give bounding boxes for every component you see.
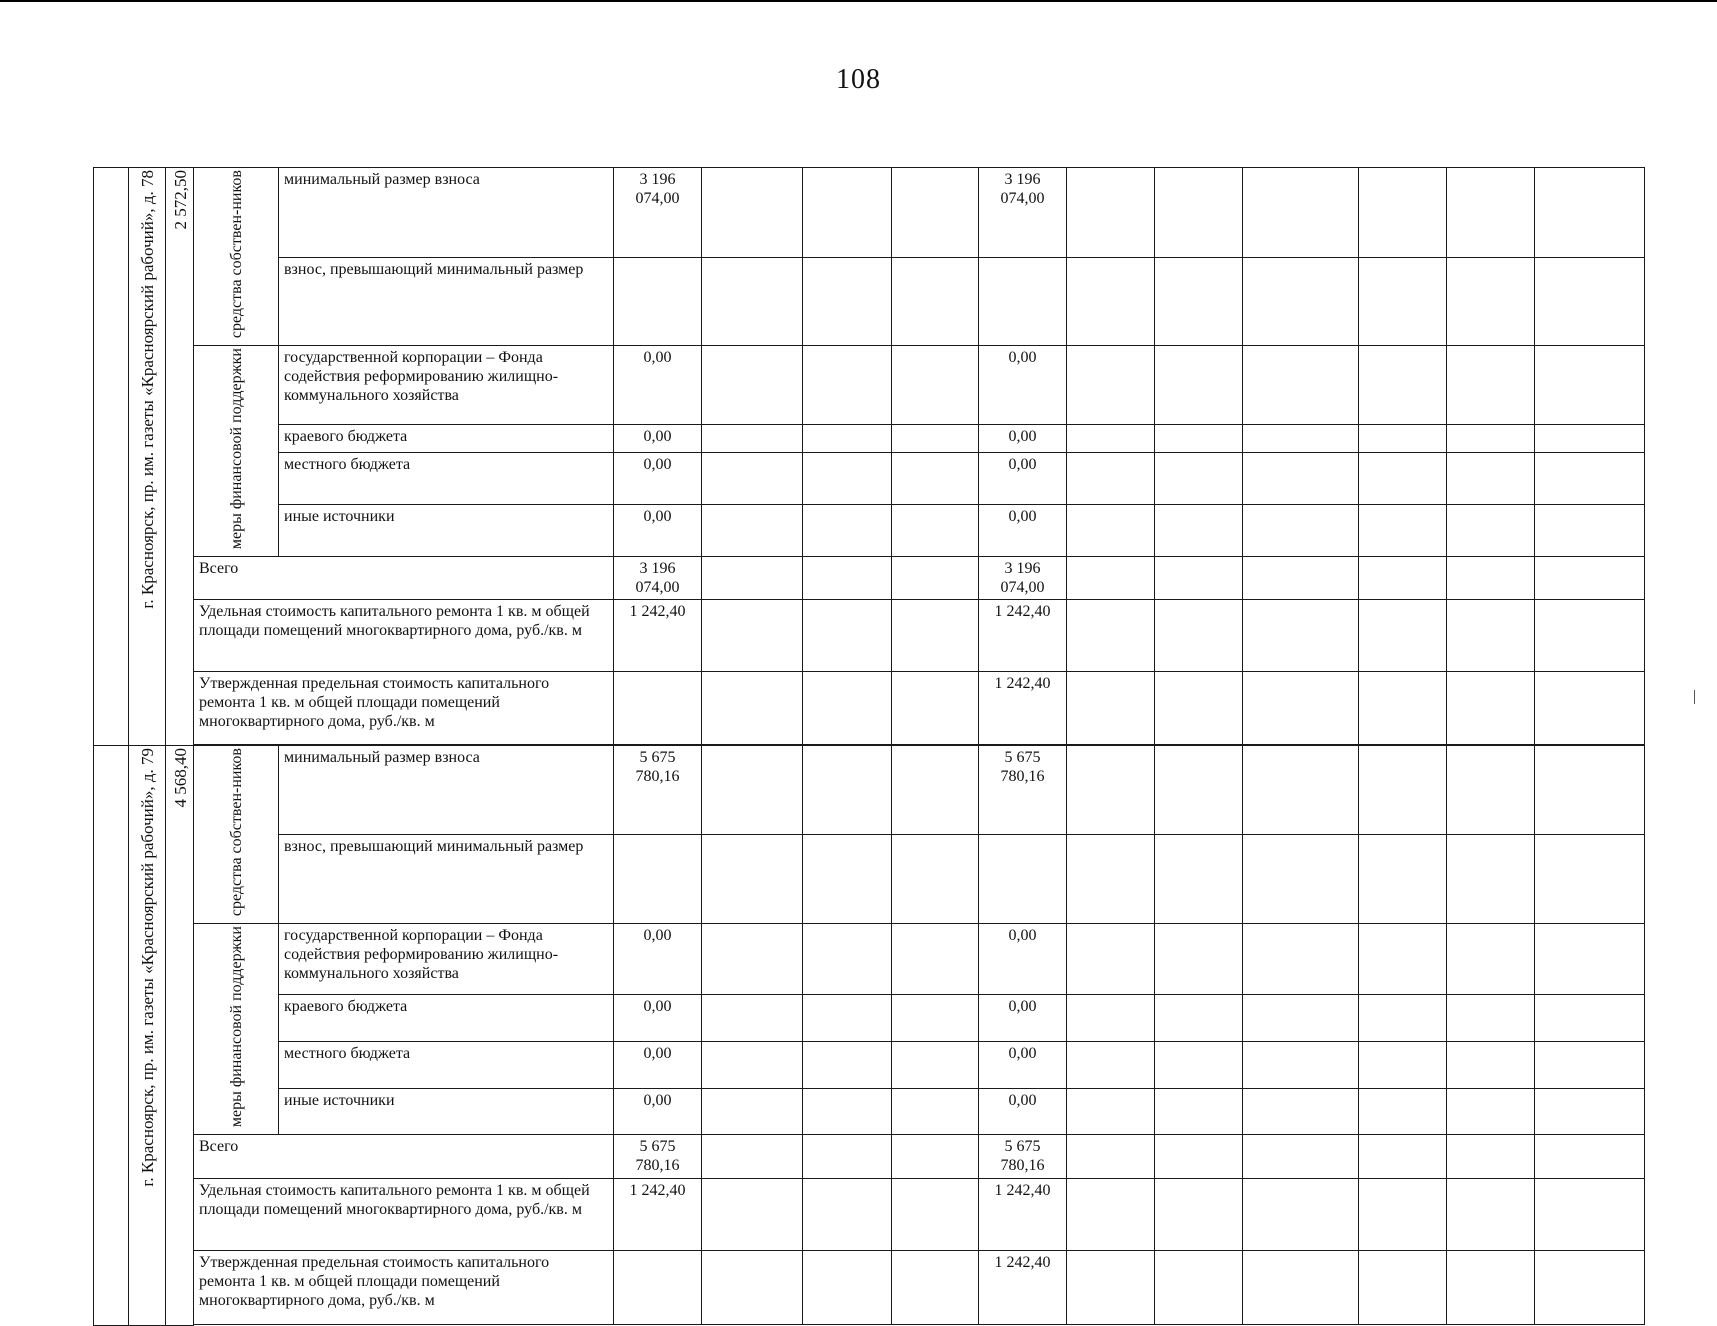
empty-cell — [803, 1088, 892, 1135]
empty-cell — [1067, 746, 1155, 835]
empty-cell — [1359, 672, 1447, 745]
empty-cell — [892, 346, 979, 425]
empty-cell — [1447, 346, 1535, 425]
empty-cell — [1535, 1088, 1645, 1135]
empty-cell — [614, 1251, 702, 1325]
empty-cell — [892, 1179, 979, 1251]
value-cell: 1 242,40 — [979, 600, 1067, 672]
empty-cell — [1155, 1135, 1243, 1179]
empty-cell — [892, 995, 979, 1042]
empty-cell — [1359, 258, 1447, 346]
house-area-cell — [166, 746, 194, 1326]
empty-cell — [1535, 600, 1645, 672]
empty-cell — [1067, 346, 1155, 425]
table-row — [94, 1251, 1645, 1325]
value-cell: 0,00 — [614, 346, 702, 425]
empty-cell — [803, 453, 892, 505]
value-cell: 1 242,40 — [979, 672, 1067, 745]
empty-cell — [803, 995, 892, 1042]
capital-repair-cost-table — [93, 167, 1645, 1326]
row-label: местного бюджета — [279, 453, 614, 505]
empty-cell — [1447, 1042, 1535, 1089]
empty-cell — [1155, 505, 1243, 557]
empty-cell — [1067, 924, 1155, 995]
empty-cell — [1535, 425, 1645, 453]
empty-cell — [1359, 425, 1447, 453]
empty-cell — [702, 1179, 803, 1251]
empty-cell — [1155, 557, 1243, 600]
table-row — [94, 924, 1645, 995]
row-label: Всего — [194, 1135, 614, 1179]
empty-cell — [1359, 1251, 1447, 1325]
empty-cell — [1535, 995, 1645, 1042]
empty-cell — [1535, 346, 1645, 425]
empty-cell — [1155, 924, 1243, 995]
table-row — [94, 835, 1645, 924]
empty-cell — [1243, 600, 1359, 672]
empty-cell — [1155, 1042, 1243, 1089]
value-cell: 3 196 074,00 — [979, 168, 1067, 258]
empty-cell — [1359, 924, 1447, 995]
group-financial-support: меры финансовой поддержки — [194, 346, 279, 557]
table-row — [94, 1042, 1645, 1089]
empty-cell — [702, 1042, 803, 1089]
house-area: 2 572,50 — [171, 170, 190, 230]
empty-cell — [702, 672, 803, 745]
empty-cell — [1155, 746, 1243, 835]
empty-cell — [892, 924, 979, 995]
empty-cell — [94, 168, 129, 746]
empty-cell — [1535, 924, 1645, 995]
empty-cell — [1447, 835, 1535, 924]
empty-cell — [1535, 1135, 1645, 1179]
empty-cell — [702, 168, 803, 258]
empty-cell — [1535, 746, 1645, 835]
empty-cell — [1243, 1179, 1359, 1251]
value-cell: 0,00 — [979, 995, 1067, 1042]
table-row — [94, 995, 1645, 1042]
empty-cell — [892, 258, 979, 346]
house-address-cell — [129, 746, 166, 1326]
empty-cell — [1243, 425, 1359, 453]
row-label: взнос, превышающий минимальный размер — [279, 835, 614, 924]
empty-cell — [1535, 1251, 1645, 1325]
empty-cell — [1359, 1088, 1447, 1135]
empty-cell — [1535, 557, 1645, 600]
empty-cell — [1447, 600, 1535, 672]
empty-cell — [892, 1042, 979, 1089]
empty-cell — [1067, 1135, 1155, 1179]
empty-cell — [1067, 425, 1155, 453]
empty-cell — [1447, 924, 1535, 995]
empty-cell — [803, 258, 892, 346]
empty-cell — [892, 1135, 979, 1179]
empty-cell — [803, 924, 892, 995]
empty-cell — [1359, 1042, 1447, 1089]
table-row — [94, 1088, 1645, 1135]
empty-cell — [702, 425, 803, 453]
empty-cell — [803, 168, 892, 258]
empty-cell — [892, 557, 979, 600]
empty-cell — [1067, 505, 1155, 557]
empty-cell — [1243, 346, 1359, 425]
value-cell: 0,00 — [614, 425, 702, 453]
page-number: 108 — [836, 64, 881, 95]
value-cell: 5 675 780,16 — [979, 1135, 1067, 1179]
empty-cell — [1243, 168, 1359, 258]
empty-cell — [1447, 425, 1535, 453]
empty-cell — [892, 453, 979, 505]
row-label: Утвержденная предельная стоимость капитального ремонта 1 кв. м общей площади помещений многоквартирного дома, руб./кв. м — [194, 672, 614, 745]
empty-cell — [803, 1042, 892, 1089]
empty-cell — [614, 258, 702, 346]
empty-cell — [1535, 1179, 1645, 1251]
table-row — [94, 168, 1645, 258]
row-label: Всего — [194, 557, 614, 600]
empty-cell — [1447, 505, 1535, 557]
empty-cell — [1447, 453, 1535, 505]
empty-cell — [702, 346, 803, 425]
value-cell: 1 242,40 — [979, 1179, 1067, 1251]
empty-cell — [1447, 1179, 1535, 1251]
scan-margin-mark — [1694, 690, 1695, 704]
house-address: г. Красноярск, пр. им. газеты «Красноярский рабочий», д. 79 — [137, 748, 157, 1187]
empty-cell — [1243, 1042, 1359, 1089]
house-area: 4 568,40 — [171, 748, 190, 808]
empty-cell — [1359, 1135, 1447, 1179]
empty-cell — [702, 505, 803, 557]
empty-cell — [1535, 168, 1645, 258]
table-row — [94, 1179, 1645, 1251]
empty-cell — [803, 1251, 892, 1325]
empty-cell — [892, 835, 979, 924]
empty-cell — [702, 1251, 803, 1325]
empty-cell — [1155, 1179, 1243, 1251]
empty-cell — [1067, 600, 1155, 672]
empty-cell — [1067, 1251, 1155, 1325]
empty-cell — [892, 746, 979, 835]
empty-cell — [1243, 924, 1359, 995]
empty-cell — [1067, 557, 1155, 600]
empty-cell — [1243, 995, 1359, 1042]
value-cell: 5 675 780,16 — [614, 746, 702, 835]
empty-cell — [1243, 453, 1359, 505]
empty-cell — [1155, 453, 1243, 505]
empty-cell — [1447, 1088, 1535, 1135]
empty-cell — [1359, 835, 1447, 924]
empty-cell — [702, 995, 803, 1042]
empty-cell — [1359, 600, 1447, 672]
house-address-cell — [129, 168, 166, 746]
empty-cell — [803, 1135, 892, 1179]
empty-cell — [1155, 346, 1243, 425]
table-row — [94, 672, 1645, 745]
empty-cell — [1359, 995, 1447, 1042]
value-cell: 1 242,40 — [614, 1179, 702, 1251]
empty-cell — [1447, 557, 1535, 600]
row-label: Удельная стоимость капитального ремонта 1 кв. м общей площади помещений многоквартирного дома, руб./кв. м — [194, 1179, 614, 1251]
empty-cell — [1447, 995, 1535, 1042]
group-financial-support: меры финансовой поддержки — [194, 924, 279, 1135]
empty-cell — [1359, 1179, 1447, 1251]
empty-cell — [1067, 995, 1155, 1042]
table-row — [94, 1135, 1645, 1179]
empty-cell — [1359, 557, 1447, 600]
empty-cell — [1447, 258, 1535, 346]
empty-cell — [1359, 346, 1447, 425]
empty-cell — [1447, 1135, 1535, 1179]
empty-cell — [803, 600, 892, 672]
empty-cell — [702, 600, 803, 672]
value-cell: 5 675 780,16 — [614, 1135, 702, 1179]
row-label: иные источники — [279, 1088, 614, 1135]
empty-cell — [1447, 672, 1535, 745]
empty-cell — [1155, 1088, 1243, 1135]
empty-cell — [702, 1088, 803, 1135]
empty-cell — [1359, 168, 1447, 258]
house-address: г. Красноярск, пр. им. газеты «Красноярский рабочий», д. 78 — [137, 170, 157, 609]
empty-cell — [803, 346, 892, 425]
row-label: краевого бюджета — [279, 425, 614, 453]
scan-border-line — [0, 0, 1717, 2]
empty-cell — [702, 453, 803, 505]
empty-cell — [1155, 835, 1243, 924]
empty-cell — [1243, 557, 1359, 600]
table-row — [94, 346, 1645, 425]
row-label: государственной корпорации – Фонда содействия реформированию жилищно-коммунального хозяйства — [279, 346, 614, 425]
empty-cell — [892, 600, 979, 672]
value-cell: 5 675 780,16 — [979, 746, 1067, 835]
row-label: Удельная стоимость капитального ремонта 1 кв. м общей площади помещений многоквартирного дома, руб./кв. м — [194, 600, 614, 672]
empty-cell — [1359, 746, 1447, 835]
group-owners-funds: средства собствен-ников — [194, 168, 279, 346]
value-cell: 3 196 074,00 — [614, 168, 702, 258]
row-label: краевого бюджета — [279, 995, 614, 1042]
empty-cell — [1155, 258, 1243, 346]
value-cell: 0,00 — [614, 1042, 702, 1089]
value-cell: 0,00 — [614, 453, 702, 505]
value-cell: 0,00 — [614, 505, 702, 557]
empty-cell — [803, 835, 892, 924]
value-cell: 0,00 — [979, 1088, 1067, 1135]
table-row — [94, 557, 1645, 600]
value-cell: 0,00 — [979, 1042, 1067, 1089]
row-label: минимальный размер взноса — [279, 168, 614, 258]
table-row — [94, 746, 1645, 835]
empty-cell — [1447, 1251, 1535, 1325]
empty-cell — [1067, 168, 1155, 258]
empty-cell — [1243, 1135, 1359, 1179]
value-cell: 0,00 — [614, 995, 702, 1042]
empty-cell — [1243, 835, 1359, 924]
table-row — [94, 425, 1645, 453]
empty-cell — [803, 505, 892, 557]
empty-cell — [1243, 258, 1359, 346]
row-label: иные источники — [279, 505, 614, 557]
row-label: минимальный размер взноса — [279, 746, 614, 835]
value-cell: 1 242,40 — [614, 600, 702, 672]
value-cell: 0,00 — [979, 453, 1067, 505]
value-cell: 0,00 — [614, 1088, 702, 1135]
empty-cell — [1155, 672, 1243, 745]
empty-cell — [1155, 600, 1243, 672]
empty-cell — [892, 425, 979, 453]
empty-cell — [702, 746, 803, 835]
empty-cell — [1067, 258, 1155, 346]
value-cell: 0,00 — [614, 924, 702, 995]
empty-cell — [1535, 258, 1645, 346]
table-row — [94, 258, 1645, 346]
empty-cell — [892, 505, 979, 557]
empty-cell — [892, 168, 979, 258]
empty-cell — [1535, 505, 1645, 557]
empty-cell — [803, 672, 892, 745]
empty-cell — [979, 258, 1067, 346]
empty-cell — [1243, 1088, 1359, 1135]
table-row — [94, 505, 1645, 557]
value-cell: 0,00 — [979, 425, 1067, 453]
value-cell: 3 196 074,00 — [614, 557, 702, 600]
empty-cell — [979, 835, 1067, 924]
empty-cell — [614, 835, 702, 924]
empty-cell — [94, 746, 129, 1326]
table-row — [94, 600, 1645, 672]
empty-cell — [1243, 505, 1359, 557]
empty-cell — [1155, 1251, 1243, 1325]
row-label: Утвержденная предельная стоимость капитального ремонта 1 кв. м общей площади помещений многоквартирного дома, руб./кв. м — [194, 1251, 614, 1325]
empty-cell — [803, 557, 892, 600]
empty-cell — [702, 835, 803, 924]
empty-cell — [702, 924, 803, 995]
empty-cell — [1359, 453, 1447, 505]
empty-cell — [1155, 168, 1243, 258]
empty-cell — [1359, 505, 1447, 557]
empty-cell — [1067, 835, 1155, 924]
value-cell: 0,00 — [979, 505, 1067, 557]
empty-cell — [803, 746, 892, 835]
row-label: государственной корпорации – Фонда содействия реформированию жилищно-коммунального хозяйства — [279, 924, 614, 995]
group-owners-funds: средства собствен-ников — [194, 746, 279, 924]
empty-cell — [1155, 995, 1243, 1042]
empty-cell — [892, 672, 979, 745]
empty-cell — [1067, 1042, 1155, 1089]
empty-cell — [614, 672, 702, 745]
empty-cell — [1067, 1179, 1155, 1251]
empty-cell — [892, 1088, 979, 1135]
row-label: взнос, превышающий минимальный размер — [279, 258, 614, 346]
empty-cell — [1155, 425, 1243, 453]
empty-cell — [1067, 453, 1155, 505]
empty-cell — [1447, 168, 1535, 258]
value-cell: 3 196 074,00 — [979, 557, 1067, 600]
empty-cell — [1535, 453, 1645, 505]
row-label: местного бюджета — [279, 1042, 614, 1089]
empty-cell — [1243, 746, 1359, 835]
empty-cell — [1535, 835, 1645, 924]
empty-cell — [194, 1325, 1645, 1326]
empty-cell — [702, 258, 803, 346]
value-cell: 0,00 — [979, 924, 1067, 995]
empty-cell — [803, 1179, 892, 1251]
empty-cell — [1067, 672, 1155, 745]
house-area-cell — [166, 168, 194, 746]
empty-cell — [702, 1135, 803, 1179]
empty-cell — [803, 425, 892, 453]
table-row — [94, 453, 1645, 505]
empty-cell — [1535, 672, 1645, 745]
empty-cell — [1243, 672, 1359, 745]
empty-cell — [702, 557, 803, 600]
empty-cell — [1067, 1088, 1155, 1135]
value-cell: 1 242,40 — [979, 1251, 1067, 1325]
empty-cell — [1447, 746, 1535, 835]
empty-cell — [892, 1251, 979, 1325]
empty-cell — [1535, 1042, 1645, 1089]
value-cell: 0,00 — [979, 346, 1067, 425]
empty-cell — [1243, 1251, 1359, 1325]
